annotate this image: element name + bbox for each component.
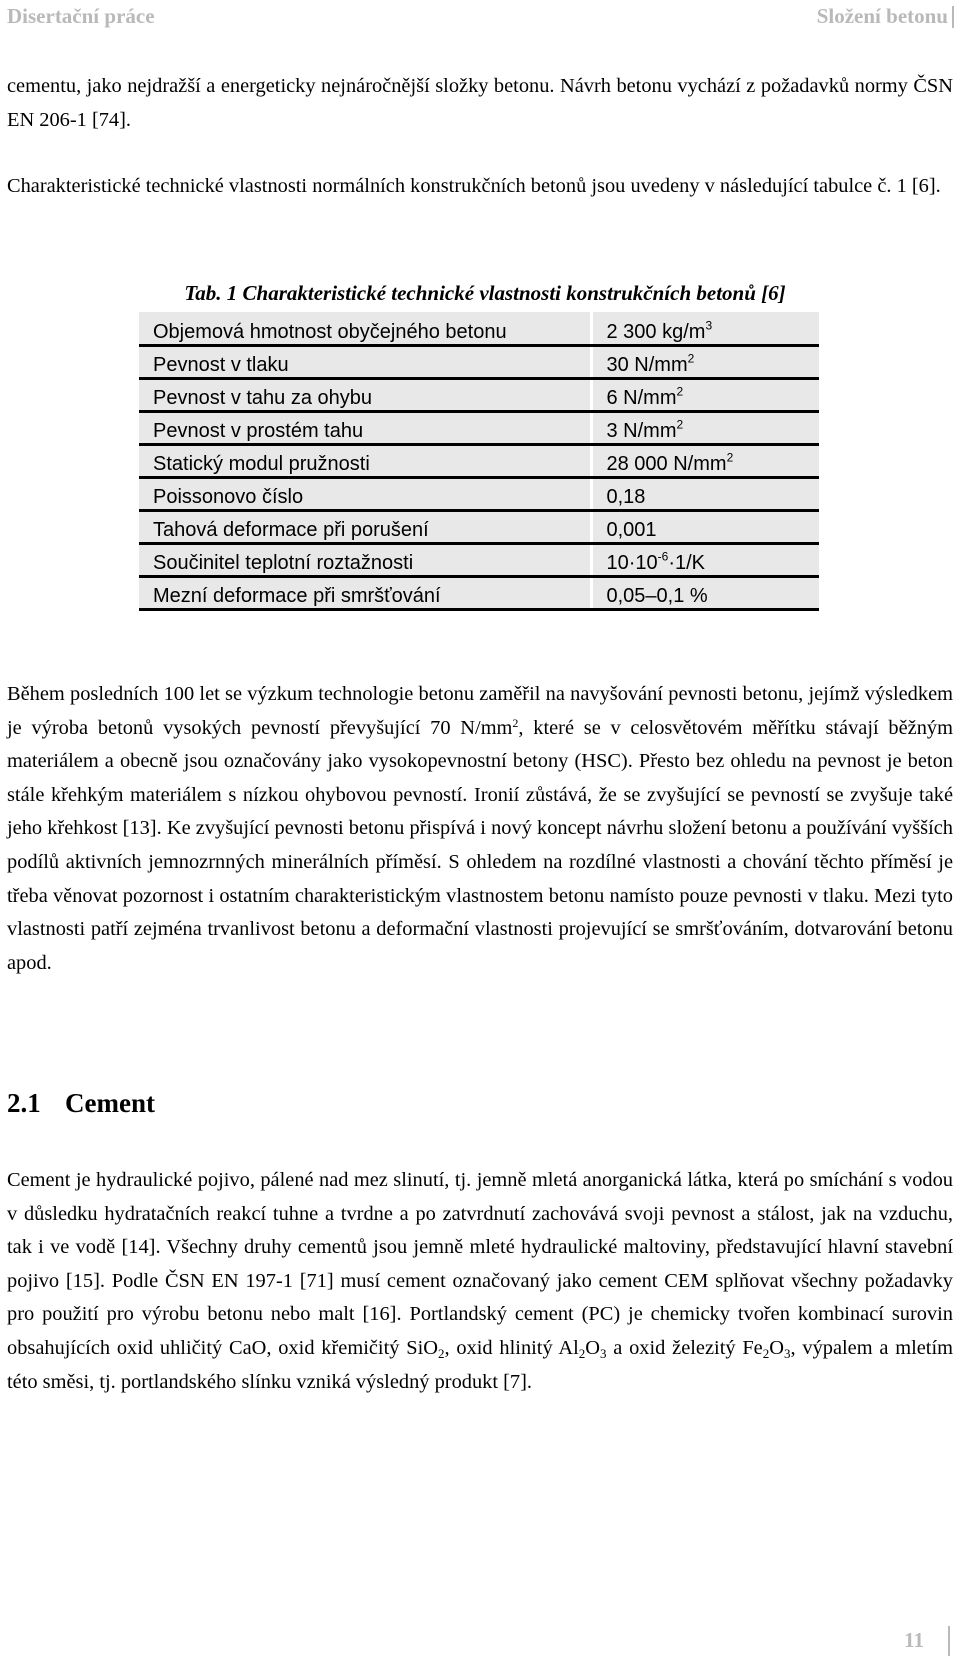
cement-sub-1: 2: [437, 1345, 445, 1361]
property-cell: Mezní deformace při smršťování: [139, 576, 591, 609]
value-text: 3 N/mm: [606, 419, 677, 442]
cement-text-f: , výpalem a mletím této směsi, tj. portlandského slínku vzniká výsledný produkt [7].: [7, 1336, 953, 1393]
table-row: [139, 378, 819, 411]
property-cell: Statický modul pružnosti: [139, 444, 591, 477]
property-cell: Tahová deformace při porušení: [139, 510, 591, 543]
page-number: 11: [904, 1628, 924, 1652]
value-cell: [591, 510, 819, 543]
page-number-divider: [948, 1626, 950, 1656]
properties-table: [139, 312, 819, 611]
cement-text-c: O: [585, 1336, 600, 1359]
value-unit: ·1/K: [668, 551, 706, 574]
value-exponent: -6: [657, 549, 669, 564]
property-cell: Pevnost v prostém tahu: [139, 411, 591, 444]
table-row: [139, 411, 819, 444]
table-row: [139, 576, 819, 609]
value-cell: [591, 378, 819, 411]
property-cell: Součinitel teplotní roztažnosti: [139, 543, 591, 576]
value-cell: [591, 543, 819, 576]
value-text: 30 N/mm: [606, 353, 688, 376]
cement-sub-4: 2: [762, 1345, 770, 1361]
value-cell: [591, 345, 819, 378]
cement-sub-3: 3: [599, 1345, 607, 1361]
value-exponent: 2: [726, 450, 734, 465]
value-text: 10·10: [606, 551, 658, 574]
section-title: Cement: [65, 1088, 155, 1118]
value-cell: [591, 411, 819, 444]
table-row: [139, 345, 819, 378]
value-exponent: 2: [676, 417, 684, 432]
cement-text-e: O: [769, 1336, 784, 1359]
property-cell: Pevnost v tlaku: [139, 345, 591, 378]
value-cell: [591, 576, 819, 609]
value-cell: [591, 477, 819, 510]
value-text: 2 300 kg/m: [606, 320, 706, 343]
table-row: [139, 510, 819, 543]
cement-sub-2: 2: [578, 1345, 586, 1361]
value-exponent: 3: [705, 318, 713, 333]
section-number: 2.1: [7, 1088, 41, 1118]
value-text: 0,05–0,1 %: [606, 584, 708, 607]
value-exponent: 2: [687, 351, 695, 366]
running-header-right: Složení betonu: [816, 4, 948, 28]
table-row: [139, 312, 819, 345]
value-exponent: 2: [676, 384, 684, 399]
body-text-part-1: Během posledních 100 let se výzkum technologie betonu zaměřil na navyšování pevnosti betonu, jejímž výsledkem je výroba betonů vysokých pevností převyšující 70 N/mm: [7, 683, 953, 739]
running-header-left: Disertační práce: [7, 4, 155, 28]
intro-paragraph-1: cementu, jako nejdražší a energeticky nejnáročnější složky betonu. Návrh betonu vychází z požadavků normy ČSN EN 206-1 [74].: [7, 75, 953, 131]
value-text: 28 000 N/mm: [606, 452, 727, 475]
cement-text-a: Cement je hydraulické pojivo, pálené nad mez slinutí, tj. jemně mletá anorganická látka, která po smíchání s vodou v důsledku hydratačních reakcí tuhne a tvrdne a po zatvrdnutí zachovává svoji pevnost a stálost, jak na vzduchu, tak i ve vodě [14]. Všechny druhy cementů jsou jemně mleté hydraulické maltoviny, představující hlavní stavební pojivo [15]. Podle ČSN EN 197-1 [71] musí cement označovaný jako cement CEM splňovat všechny požadavky pro použití pro výrobu betonu nebo malt [16]. Portlandský cement (PC) je chemicky tvořen kombinací surovin obsahujících oxid uhličitý CaO, oxid křemičitý SiO: [7, 1169, 953, 1359]
table-caption: Tab. 1 Charakteristické technické vlastnosti konstrukčních betonů [6]: [184, 281, 786, 305]
cement-text-d: a oxid železitý Fe: [606, 1336, 763, 1359]
value-cell: [591, 312, 819, 345]
cement-text-b: , oxid hlinitý Al: [444, 1336, 579, 1359]
cement-sub-5: 3: [783, 1345, 791, 1361]
body-text-part-2: , které se v celosvětovém měřítku stávají běžným materiálem a obecně jsou označovány jako vysokopevnostní betony (HSC). Přesto bez ohledu na pevnost je beton stále křehkým materiálem s nízkou ohybovou pevností. Ironií zůstává, že se zvyšující se pevností se zvyšuje také jeho křehkost [13]. Ke zvyšující pevnosti betonu přispívá i nový koncept návrhu složení betonu a používání vyšších podílů aktivních jemnozrnných minerálních příměsí. S ohledem na rozdílné vlastnosti a chování těchto příměsí je třeba věnovat pozornost i ostatním charakteristickým vlastnostem betonu namísto pouze pevnosti v tlaku. Mezi tyto vlastnosti patří zejména trvanlivost betonu a deformační vlastnosti projevující se smršťováním, dotvarování betonu apod.: [7, 716, 953, 974]
intro-paragraph-2: Charakteristické technické vlastnosti normálních konstrukčních betonů jsou uvedeny v následující tabulce č. 1 [6].: [7, 175, 941, 197]
property-cell: Objemová hmotnost obyčejného betonu: [139, 312, 591, 345]
value-text: 0,18: [606, 485, 646, 508]
property-cell: Poissonovo číslo: [139, 477, 591, 510]
value-text: 6 N/mm: [606, 386, 677, 409]
value-text: 0,001: [606, 518, 657, 541]
section-heading: [7, 1088, 155, 1119]
table-row: [139, 477, 819, 510]
table-row: [139, 543, 819, 576]
cement-paragraph: [7, 1164, 953, 1399]
header-divider: [952, 6, 954, 28]
table-row: [139, 444, 819, 477]
value-cell: [591, 444, 819, 477]
body-paragraph: [7, 678, 953, 980]
body-superscript: 2: [512, 715, 519, 730]
property-cell: Pevnost v tahu za ohybu: [139, 378, 591, 411]
